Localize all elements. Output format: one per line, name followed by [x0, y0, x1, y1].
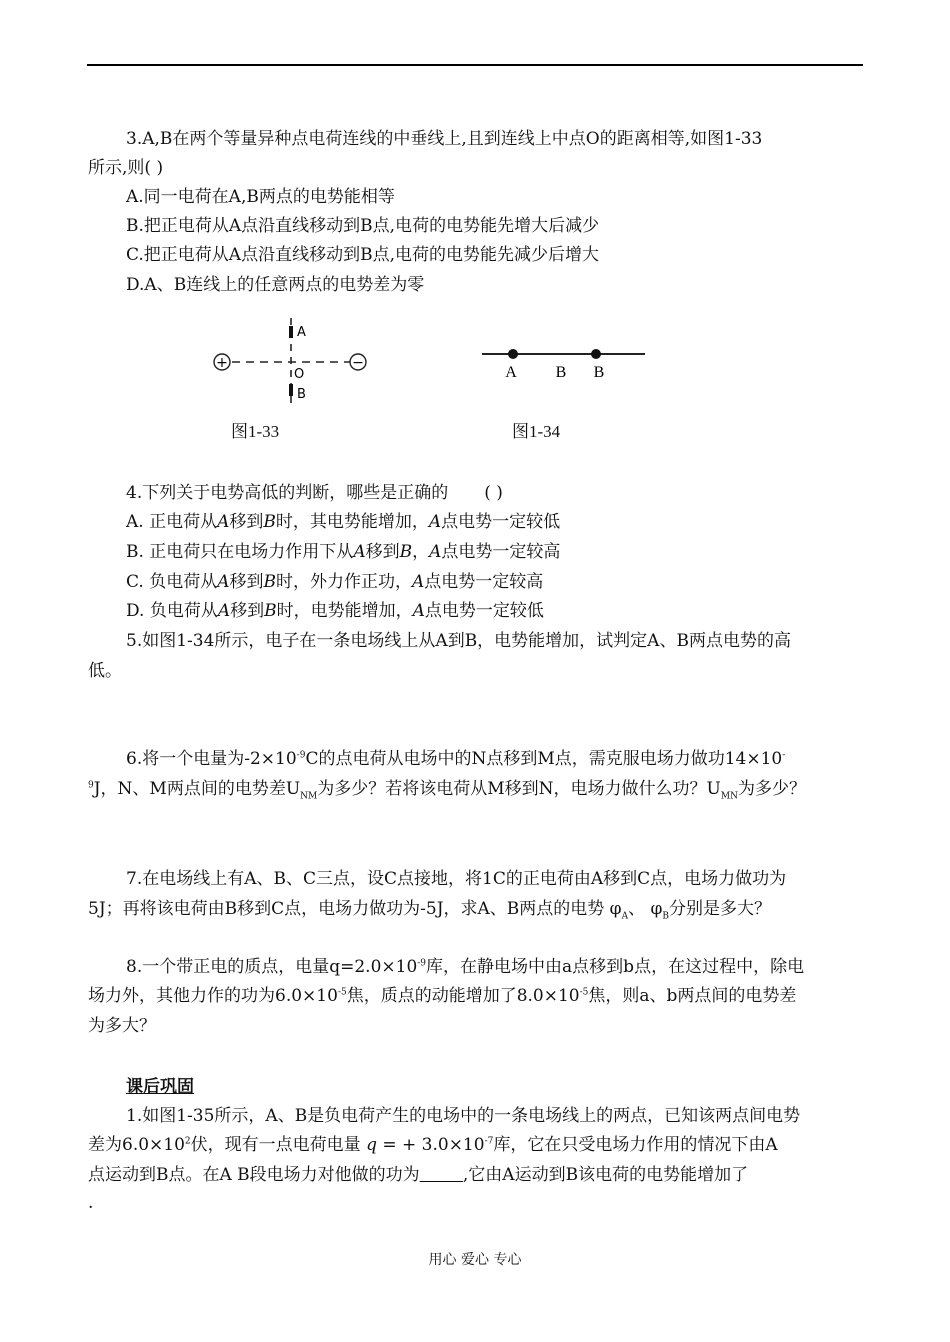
label-b: B: [593, 364, 605, 381]
q8-line3: 为多大？: [88, 1016, 156, 1036]
q3-stem-line2: 所示,则( ): [88, 158, 164, 178]
q5-line1: 5.如图1-34所示，电子在一条电场线上从A到B，电势能增加，试判定A、B两点电势的高: [126, 631, 791, 651]
q8-line2: [88, 985, 796, 1007]
text: C. 负电荷从: [126, 572, 218, 592]
text: 、 φ: [628, 899, 663, 919]
text: 为多少？: [737, 779, 806, 799]
text: 伏，现有一点电荷电量: [190, 1135, 367, 1155]
subscript: A: [621, 911, 629, 922]
var-a: A: [217, 572, 230, 592]
text: 为多少？若将该电荷从M移到N，电场力做什么功？U: [317, 779, 721, 799]
var-b: B: [263, 572, 276, 592]
exponent: -7: [484, 1136, 494, 1147]
text: 库，在静电场中由a点移到b点，在这过程中，除电: [426, 957, 805, 977]
q4-stem: [126, 482, 503, 504]
q4-option-b: [126, 541, 560, 563]
exponent: 9: [88, 780, 94, 791]
label-o: O: [294, 367, 305, 382]
text: D. 负电荷从: [126, 601, 218, 621]
text: C的点电荷从电场中的N点移到M点，需克服电场力做功14×10: [305, 749, 783, 769]
q4-option-a: [126, 511, 560, 533]
q8-line1: [126, 956, 804, 978]
text: 移到: [229, 572, 264, 592]
exponent: -9: [417, 958, 427, 969]
page-footer: 用心 爱心 专心: [428, 1252, 522, 1268]
exponent: 2: [184, 1136, 191, 1147]
text: 时，电势能增加，: [276, 601, 413, 621]
figure-1-33-caption: 图1-33: [231, 422, 280, 441]
text: 焦，则a、b两点间的电势差: [588, 986, 797, 1006]
q3-option-c: C.把正电荷从A点沿直线移动到B点,电荷的电势能先减少后增大: [126, 245, 599, 265]
text: ,它由A运动到B该电荷的电势能增加了: [462, 1165, 749, 1185]
text: = + 3.0×10: [376, 1135, 485, 1155]
exponent: -5: [337, 987, 347, 998]
label-b: B: [297, 387, 306, 402]
q6-line1: [126, 748, 785, 770]
text: 点电势一定较低: [441, 512, 561, 532]
point-a-dot: [508, 349, 518, 359]
point-b-mark: [289, 384, 293, 396]
var-a: A: [412, 601, 425, 621]
text: 场力外，其他力作的功为6.0×10: [88, 986, 338, 1006]
figure-1-34: [475, 340, 655, 385]
q7-line1: 7.在电场线上有A、B、C三点，设C点接地，将1C的正电荷由A移到C点，电场力做功为: [126, 869, 787, 889]
var-b: B: [263, 512, 276, 532]
text: 6.将一个电量为-2×10: [126, 749, 297, 769]
text: 点运动到B点。在A B段电场力对他做的功为: [88, 1165, 420, 1185]
q3-option-a: A.同一电荷在A,B两点的电势能相等: [126, 187, 395, 207]
q4-option-d: [126, 600, 544, 622]
q3-stem-line1: 3.A,B在两个等量异种点电荷连线的中垂线上,且到连线上中点O的距离相等,如图1-33: [126, 129, 763, 149]
q3-option-b: B.把正电荷从A点沿直线移动到B点,电荷的电势能先增大后减少: [126, 216, 600, 236]
label-a: A: [297, 325, 306, 340]
text: 移到: [365, 542, 400, 562]
text: 库，它在只受电场力作用的情况下由A: [493, 1135, 778, 1155]
q5-line2: 低。: [88, 661, 122, 681]
var-a: A: [412, 572, 425, 592]
q4-answer-bracket: ( ): [484, 483, 503, 503]
q3-option-d: D.A、B连线上的任意两点的电势差为零: [126, 275, 425, 295]
q4-option-c: [126, 571, 543, 593]
text: 点电势一定较低: [424, 601, 544, 621]
q4-stem-text: 4.下列关于电势高低的判断，哪些是正确的: [126, 483, 449, 503]
text: 8.一个带正电的质点，电量q=2.0×10: [126, 957, 418, 977]
hw1-line3: [88, 1164, 748, 1186]
var-a: A: [217, 512, 230, 532]
text: A. 正电荷从: [126, 512, 218, 532]
text: 5J；再将该电荷由B移到C点，电场力做功为-5J，求A、B两点的电势 φ: [88, 899, 622, 919]
exponent: -9: [296, 750, 306, 761]
subscript: NM: [300, 791, 318, 802]
answer-blank[interactable]: [420, 1165, 463, 1185]
header-rule: [87, 64, 863, 66]
text: 点电势一定较高: [424, 572, 544, 592]
negative-charge-sign: −: [352, 355, 364, 371]
text: 差为6.0×10: [88, 1135, 185, 1155]
hw1-line2: [88, 1134, 778, 1156]
var-b: B: [264, 601, 277, 621]
var-q: q: [366, 1135, 377, 1155]
label-b-middle: B: [555, 364, 567, 381]
var-a: A: [217, 601, 231, 621]
var-a: A: [353, 542, 366, 562]
text: B. 正电荷只在电场力作用下从: [126, 542, 354, 562]
figure-1-33: [205, 312, 385, 412]
hw1-line1: 1.如图1-35所示，A、B是负电荷产生的电场中的一条电场线上的两点，已知该两点间电势: [126, 1106, 801, 1126]
text: 移到: [230, 601, 265, 621]
text: J，N、M两点间的电势差U: [93, 779, 301, 799]
text: 焦，质点的动能增加了8.0×10: [346, 986, 580, 1006]
hw1-line4: .: [88, 1193, 94, 1213]
text: 时，其电势能增加，: [275, 512, 429, 532]
positive-charge-sign: +: [216, 355, 228, 371]
q6-line2: [88, 778, 806, 800]
var-a: A: [429, 542, 442, 562]
text: 时，外力作正功，: [276, 572, 412, 592]
exponent: -: [782, 750, 786, 761]
subscript: B: [662, 911, 670, 922]
section-title: 课后巩固: [126, 1077, 194, 1097]
point-b-dot: [591, 349, 601, 359]
text: ，: [412, 542, 430, 562]
var-a: A: [428, 512, 442, 532]
text: 分别是多大？: [669, 899, 772, 919]
figure-1-34-caption: 图1-34: [512, 422, 561, 441]
var-b: B: [399, 542, 413, 562]
label-a: A: [505, 364, 517, 381]
q7-line2: [88, 898, 771, 920]
point-a-mark: [289, 326, 293, 338]
text: 移到: [229, 512, 264, 532]
text: 点电势一定较高: [441, 542, 561, 562]
subscript: MN: [720, 791, 738, 802]
exponent: -5: [579, 987, 589, 998]
